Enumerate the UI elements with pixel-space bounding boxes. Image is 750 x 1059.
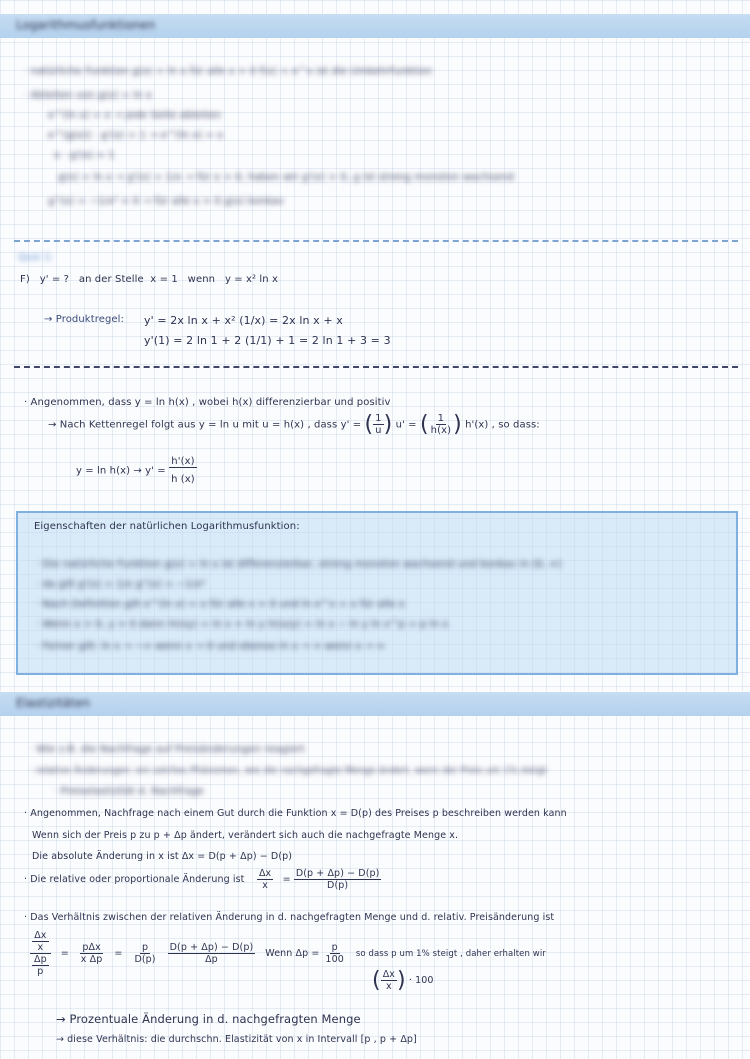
quiz-task [20,274,278,285]
section2-line: · relative Änderungen: ein solches Phänomen, wie die nachgefragte Menge ändert, wenn der Preis um 1% steigt [30,766,547,776]
section2-line: · Preiselastizität d. Nachfrage [54,786,204,797]
kettenregel-formula [76,456,197,485]
kettenregel-text: → Nach Kettenregel folgt aus y = ln u mit u = h(x) , dass y' = [48,419,362,431]
fraction-dp-over-p [32,954,49,977]
equals-sign: = [114,948,123,959]
numerator: 1 [437,413,445,424]
intro-line: g''(x) = −1/x² < 0 → für alle x > 0 g(x) konkav [48,196,285,207]
denominator [30,954,51,977]
produktregel-label: → Produktregel: [44,314,125,325]
multiply-100: · 100 [408,975,434,986]
task-number: F) [20,274,30,285]
denominator: Δp [205,954,218,965]
numerator: D(p + Δp) − D(p) [169,942,254,953]
fraction-pdx-over-xdp [79,942,105,965]
numerator: Δx [258,868,272,879]
paren-left: ( [419,412,429,437]
fraction-hprime-over-h [169,456,197,485]
denominator: p [37,966,44,977]
kettenregel-text-end: h'(x) , so dass: [465,419,540,431]
denominator: D(p) [327,880,349,891]
conclusion-line-2: → diese Verhältnis: die durchschn. Elastizität von x in Intervall [p , p + Δp] [56,1034,417,1045]
fraction-relative-change [294,868,382,891]
fraction-p-over-dp [132,942,157,965]
denominator: h (x) [171,474,195,485]
task-at: an der Stelle [78,274,144,285]
paren-left: ( [372,968,381,993]
denominator: x [385,981,392,992]
quiz-label: Quiz 1: [18,252,54,263]
paren-right: ) [453,412,462,437]
box-line: · Wenn x > 0, y > 0 dann ln(xy) = ln x + ln y ln(x/y) = ln x − ln y ln x^p = p ln x [36,619,449,630]
denominator: x Δp [80,954,103,965]
task-function: y = x² ln x [224,274,279,285]
fraction-dx-over-x [257,868,273,891]
divider [14,240,738,242]
task-x: x = 1 [150,274,178,285]
numerator [30,930,50,954]
numerator: 1 [375,413,382,424]
wenn-text: Wenn Δp = [265,948,320,959]
section-heading: Logarithmusfunktionen [16,18,156,32]
paren-left: ( [364,412,374,437]
section-heading: Elastizitäten [16,696,90,710]
so-dass-text: so dass p um 1% steigt , daher erhalten wir [355,948,546,959]
intro-line: e^(ln x) = x → jede Seite ableiten [48,110,222,121]
denominator: 100 [325,954,344,965]
numerator: h'(x) [171,456,195,467]
task-lhs: y' = ? [39,274,70,285]
denominator: u [375,425,382,436]
denominator: D(p) [134,954,156,965]
numerator: D(p + Δp) − D(p) [295,868,380,879]
section-heading-band [0,692,750,716]
intro-line: e^(g(x)) · g'(x) = 1 → e^(ln x) = x [48,130,224,141]
numerator: Δp [34,954,47,965]
paren-right: ) [397,968,406,993]
intro-line: x · g'(x) = 1 [54,150,115,161]
kettenregel-line-1: · Angenommen, dass y = ln h(x) , wobei h(x) differenzierbar und positiv [24,397,391,408]
box-line: · Nach Definition gilt e^(ln x) = x für alle x > 0 und ln e^x = x für alle x [36,599,405,610]
fraction-one-over-u [373,413,383,436]
numerator: Δx [382,969,396,980]
fraction-one-over-hx [429,413,453,436]
equals-sign: = [282,874,291,885]
intro-line: · natürliche Funktion g(x) = ln x für alle x > 0 f(x) = e^x ist die Umkehrfunktion [24,66,433,77]
divider [14,366,738,368]
numerator: Δx [34,930,47,941]
box-line: · Ferner gilt: ln x → −∞ wenn x → 0 und ebenso ln x → ∞ wenn x → ∞ [36,641,385,652]
denominator: x [262,880,268,891]
denominator: x [37,942,44,953]
elastic-line-2: Wenn sich der Preis p zu p + Δp ändert, verändert sich auch die nachgefragte Menge x. [32,830,459,841]
denominator: h(x) [430,425,452,436]
box-line: · Die natürliche Funktion g(x) = ln x ist differenzierbar, streng monoton wachsend und konkav in (0, ∞) [36,559,562,570]
elasticity-formula [30,930,546,977]
elastic-line-3: Die absolute Änderung in x ist Δx = D(p + Δp) − D(p) [32,851,293,862]
elastic-line-5: · Das Verhältnis zwischen der relativen Änderung in d. nachgefragten Menge und d. relativ. Preisänderung ist [24,912,555,923]
fraction-difference-quotient [168,942,256,965]
fraction-dx-over-x [381,969,397,992]
section2-line: · Wie z.B. die Nachfrage auf Preisänderungen reagiert [30,744,305,755]
box-title: Eigenschaften der natürlichen Logarithmusfunktion: [34,521,300,532]
elastic-line-1: · Angenommen, Nachfrage nach einem Gut durch die Funktion x = D(p) des Preises p beschreiben werden kann [24,808,567,819]
produktregel-line-2: y'(1) = 2 ln 1 + 2 (1/1) + 1 = 2 ln 1 + 3 = 3 [144,334,391,347]
paren-right: ) [383,412,393,437]
conclusion-line-1: → Prozentuale Änderung in d. nachgefragten Menge [56,1012,361,1026]
numerator: pΔx [82,942,101,953]
fraction-p-over-100 [323,942,345,965]
elastic-line-4 [24,868,381,891]
fraction-ratio [30,930,51,977]
fraction-dx-over-x [32,930,48,953]
intro-line: · Ableiten von g(x) = ln x [24,90,153,101]
formula-lhs: y = ln h(x) → y' = [76,465,166,477]
produktregel-line-1: y' = 2x ln x + x² (1/x) = 2x ln x + x [144,314,343,327]
percent-formula [372,968,434,993]
intro-line: g(x) = ln x → g'(x) = 1/x → für x > 0, haben wir g'(x) > 0, g ist streng monoton wachsend [58,172,514,183]
numerator: p [331,942,338,953]
properties-box [16,511,738,675]
u-prime: u' = [395,419,417,431]
task-wenn: wenn [187,274,216,285]
kettenregel-line-2 [48,412,540,437]
box-line: · da gilt g'(x) = 1/x g''(x) = −1/x² [36,579,206,590]
section-heading-band [0,14,750,38]
numerator: p [141,942,149,953]
equals-sign: = [60,948,69,959]
relative-change-label: · Die relative oder proportionale Änderung ist [24,874,245,885]
